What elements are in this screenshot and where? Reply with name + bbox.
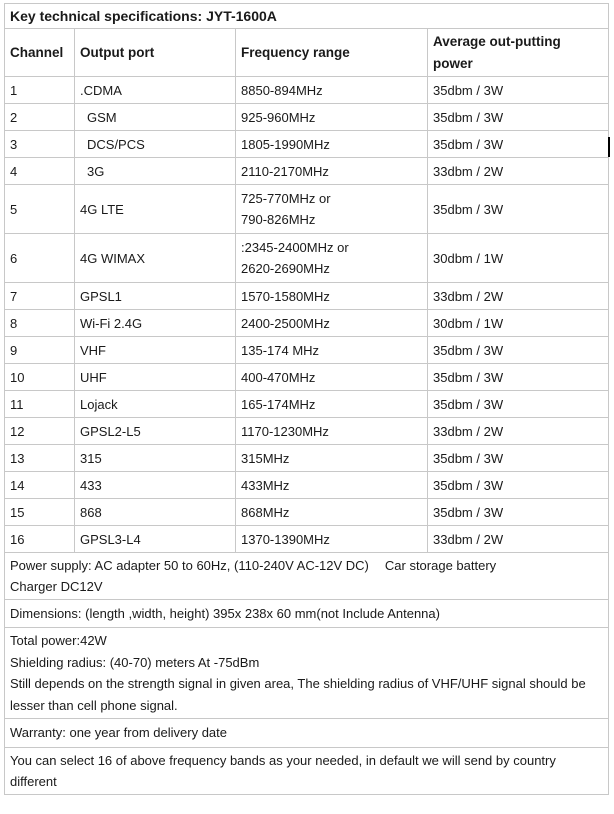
table-row — [5, 310, 609, 337]
cell-channel: 13 — [5, 445, 75, 472]
frequency-line: 2110-2170MHz — [241, 163, 329, 179]
frequency-line: 1370-1390MHz — [241, 531, 330, 547]
cell-power: 35dbm / 3W — [428, 104, 609, 131]
cell-channel: 2 — [5, 104, 75, 131]
shielding-note: Still depends on the strength signal in given area, The shielding radius of VHF/UHF signal should be lesser than cell phone signal. — [10, 676, 586, 713]
frequency-line: 433MHz — [241, 477, 290, 493]
note-warranty: Warranty: one year from delivery date — [5, 719, 609, 748]
table-row — [5, 364, 609, 391]
table-row — [5, 234, 609, 283]
spec-sheet — [4, 3, 608, 795]
cell-frequency-range — [236, 391, 428, 418]
cell-power: 35dbm / 3W — [428, 445, 609, 472]
notes-body — [5, 553, 609, 795]
header-channel: Channel — [5, 29, 75, 77]
cell-power: 30dbm / 1W — [428, 234, 609, 283]
cell-channel: 8 — [5, 310, 75, 337]
cell-channel: 3 — [5, 131, 75, 158]
cell-output-port: Lojack — [75, 391, 236, 418]
cell-channel: 5 — [5, 185, 75, 234]
cell-power: 35dbm / 3W — [428, 364, 609, 391]
cell-output-port: DCS/PCS — [75, 131, 236, 158]
header-frequency-range: Frequency range — [236, 29, 428, 77]
cell-power: 33dbm / 2W — [428, 283, 609, 310]
spec-table-body — [5, 4, 609, 553]
frequency-line: 2400-2500MHz — [241, 315, 330, 331]
table-row — [5, 337, 609, 364]
frequency-line: 315MHz — [241, 450, 290, 466]
cell-output-port: GPSL2-L5 — [75, 418, 236, 445]
power-supply-battery: Car storage battery — [384, 557, 497, 573]
total-power: Total power:42W — [10, 633, 107, 648]
edge-mark — [608, 137, 610, 157]
cell-output-port: GSM — [75, 104, 236, 131]
frequency-line: 1805-1990MHz — [241, 136, 330, 152]
cell-channel: 12 — [5, 418, 75, 445]
cell-output-port: UHF — [75, 364, 236, 391]
cell-power: 30dbm / 1W — [428, 310, 609, 337]
cell-frequency-range — [236, 364, 428, 391]
cell-frequency-range — [236, 131, 428, 158]
header-row — [5, 29, 609, 77]
frequency-line: 790-826MHz — [241, 212, 316, 227]
cell-frequency-range — [236, 445, 428, 472]
cell-power: 35dbm / 3W — [428, 337, 609, 364]
cell-power: 35dbm / 3W — [428, 77, 609, 104]
note-selection: You can select 16 of above frequency bands as your needed, in default we will send by country different — [5, 748, 609, 795]
cell-output-port: 868 — [75, 499, 236, 526]
cell-frequency-range — [236, 499, 428, 526]
table-row — [5, 445, 609, 472]
cell-frequency-range — [236, 310, 428, 337]
note-power-supply — [5, 553, 609, 600]
table-row — [5, 185, 609, 234]
frequency-line: 868MHz — [241, 504, 290, 520]
cell-power: 35dbm / 3W — [428, 472, 609, 499]
frequency-line: 8850-894MHz — [241, 82, 323, 98]
frequency-line: :2345-2400MHz or — [241, 240, 349, 255]
cell-frequency-range — [236, 283, 428, 310]
cell-power: 35dbm / 3W — [428, 185, 609, 234]
cell-output-port: 433 — [75, 472, 236, 499]
note-row-power-supply — [5, 553, 609, 600]
cell-frequency-range — [236, 418, 428, 445]
frequency-line: 925-960MHz — [241, 109, 316, 125]
cell-power: 35dbm / 3W — [428, 499, 609, 526]
note-row-power-shielding — [5, 628, 609, 719]
cell-channel: 6 — [5, 234, 75, 283]
cell-frequency-range — [236, 526, 428, 553]
cell-channel: 4 — [5, 158, 75, 185]
cell-output-port: GPSL1 — [75, 283, 236, 310]
table-row — [5, 472, 609, 499]
cell-channel: 16 — [5, 526, 75, 553]
cell-frequency-range — [236, 185, 428, 234]
table-row — [5, 418, 609, 445]
cell-power: 35dbm / 3W — [428, 131, 609, 158]
cell-channel: 15 — [5, 499, 75, 526]
cell-frequency-range — [236, 337, 428, 364]
cell-output-port: GPSL3-L4 — [75, 526, 236, 553]
frequency-line: 2620-2690MHz — [241, 261, 330, 276]
cell-output-port: 4G LTE — [75, 185, 236, 234]
table-row — [5, 391, 609, 418]
frequency-line: 1170-1230MHz — [241, 423, 329, 439]
cell-power: 35dbm / 3W — [428, 391, 609, 418]
table-row — [5, 131, 609, 158]
cell-channel: 7 — [5, 283, 75, 310]
table-row — [5, 77, 609, 104]
cell-power: 33dbm / 2W — [428, 418, 609, 445]
table-row — [5, 283, 609, 310]
title-row — [5, 4, 609, 29]
table-title: Key technical specifications: JYT-1600A — [5, 4, 609, 29]
header-output-port: Output port — [75, 29, 236, 77]
cell-output-port: .CDMA — [75, 77, 236, 104]
table-row — [5, 158, 609, 185]
cell-frequency-range — [236, 158, 428, 185]
cell-channel: 10 — [5, 364, 75, 391]
cell-power: 33dbm / 2W — [428, 158, 609, 185]
note-row-warranty — [5, 719, 609, 748]
cell-output-port: 3G — [75, 158, 236, 185]
cell-power: 33dbm / 2W — [428, 526, 609, 553]
cell-channel: 14 — [5, 472, 75, 499]
note-row-dimensions — [5, 600, 609, 628]
frequency-line: 725-770MHz or — [241, 191, 331, 206]
table-row — [5, 499, 609, 526]
cell-output-port: Wi-Fi 2.4G — [75, 310, 236, 337]
frequency-line: 1570-1580MHz — [241, 288, 330, 304]
table-row — [5, 104, 609, 131]
frequency-line: 135-174 MHz — [241, 342, 320, 358]
cell-channel: 9 — [5, 337, 75, 364]
cell-frequency-range — [236, 472, 428, 499]
shielding-radius: Shielding radius: (40-70) meters At -75dBm — [10, 654, 260, 670]
table-row — [5, 526, 609, 553]
cell-output-port: VHF — [75, 337, 236, 364]
cell-channel: 1 — [5, 77, 75, 104]
note-row-selection — [5, 748, 609, 795]
note-dimensions: Dimensions: (length ,width, height) 395x 238x 60 mm(not Include Antenna) — [5, 600, 609, 628]
power-supply-text: Power supply: AC adapter 50 to 60Hz, (110-240V AC-12V DC) — [10, 557, 369, 573]
spec-table — [4, 3, 609, 795]
power-supply-charger: Charger DC12V — [10, 579, 103, 594]
cell-output-port: 4G WIMAX — [75, 234, 236, 283]
cell-channel: 11 — [5, 391, 75, 418]
note-power-shielding — [5, 628, 609, 719]
cell-output-port: 315 — [75, 445, 236, 472]
cell-frequency-range — [236, 77, 428, 104]
frequency-line: 400-470MHz — [241, 369, 316, 385]
cell-frequency-range — [236, 104, 428, 131]
header-power: Average out-putting power — [428, 29, 609, 77]
cell-frequency-range — [236, 234, 428, 283]
frequency-line: 165-174MHz — [241, 396, 316, 412]
